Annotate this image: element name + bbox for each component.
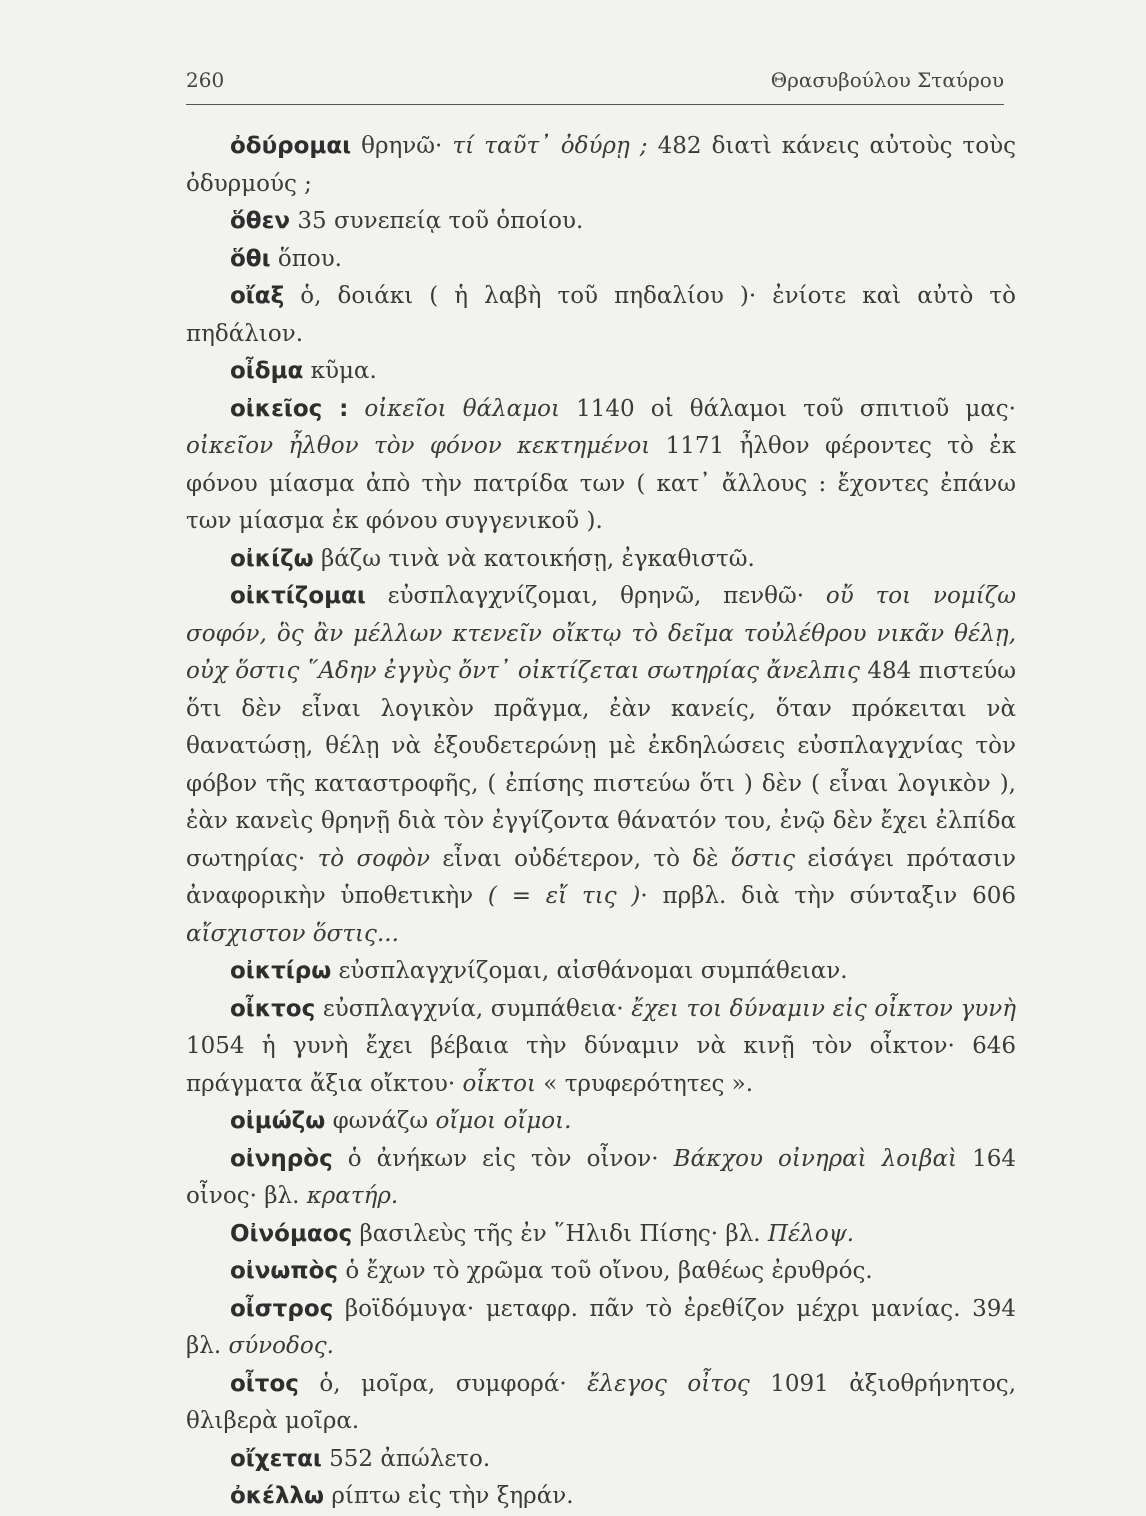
entry-quote: Βάκχου οἰνηραὶ λοιβαὶ (673, 1145, 958, 1172)
entry-gloss: 484 πιστεύω ὅτι δὲν εἶναι λογικὸν πρᾶγμα, ἐὰν κανείς, ὅταν πρόκειται νὰ θανατώσῃ, θέλῃ νὰ ἐξουδετερώνῃ μὲ ἐκδηλώσεις εὐσπλαγχνίας τὸν φόβον τῆς καταστροφῆς, ( ἐπίσης πιστεύω ὅτι ) δὲν ( εἶναι λογικὸν ), ἐὰν κανεὶς θρηνῇ διὰ τὸν ἐγγίζοντα θάνατόν του, ἐνῷ δὲν ἔχει ἐλπίδα σωτηρίας· (186, 658, 1016, 872)
entry-quote: ( = εἴ τις ) (487, 883, 641, 909)
entry-quote: Πέλοψ. (767, 1220, 855, 1247)
entry-gloss: 1054 ἡ γυνὴ ἔχει βέβαια τὴν δύναμιν νὰ κινῇ τὸν οἶκτον· 646 πράγματα ἄξια οἴκτου· (186, 1033, 1016, 1097)
entry-gloss: εἶναι οὐδέτερον, τὸ δὲ (429, 845, 731, 872)
glossary-entry (186, 991, 1016, 1104)
entry-headword: οἶτος (230, 1370, 299, 1397)
glossary-entry (186, 541, 1016, 579)
entry-gloss: θρηνῶ· (351, 133, 453, 159)
glossary-entry (186, 241, 1016, 279)
entry-gloss: 1091 ἀξιοθρήνητος, θλιβερὰ μοῖρα. (186, 1370, 1016, 1434)
entry-headword: οἰκεῖος : (230, 395, 349, 422)
header-rule (186, 104, 1004, 105)
entry-quote: οἰκεῖοι θάλαμοι (348, 395, 561, 422)
entry-gloss: · πρβλ. διὰ τὴν σύνταξιν 606 (640, 883, 1016, 909)
entry-gloss: 482 διατὶ κάνεις αὐτοὺς τοὺς ὀδυρμούς ; (186, 133, 1016, 197)
glossary-entry (186, 1291, 1016, 1366)
entry-headword: οἰμώζω (230, 1108, 326, 1134)
entry-gloss: εὐσπλαγχνίζομαι, θρηνῶ, πενθῶ· (365, 583, 826, 609)
entry-gloss: 552 ἀπώλετο. (321, 1445, 491, 1472)
entry-gloss: ὁ, δοιάκι ( ἡ λαβὴ τοῦ πηδαλίου )· ἐνίοτε καὶ αὐτὸ τὸ πηδάλιον. (186, 283, 1016, 347)
entry-headword: ὀκέλλω (230, 1483, 325, 1509)
glossary-entry (186, 1216, 1016, 1254)
glossary-entry (186, 1478, 1016, 1516)
entry-headword: οἰνωπὸς (230, 1258, 339, 1284)
entry-headword: οἶκτος (230, 995, 316, 1022)
entry-headword: ὀδύρομαι (230, 133, 352, 159)
running-head: Θρασυβούλου Σταύρου (770, 68, 1004, 92)
entry-headword: οἴχεται (230, 1445, 322, 1472)
entry-quote: οἶκτοι (462, 1070, 536, 1097)
entry-quote: οἰκεῖον ἦλθον τὸν φόνον κεκτημένοι (186, 433, 651, 459)
entry-gloss: εὐσπλαγχνία, συμπάθεια· (315, 995, 632, 1022)
entry-gloss: βάζω τινὰ νὰ κατοικήσῃ, ἐγκαθιστῶ. (313, 545, 755, 572)
entry-gloss: 1140 οἱ θάλαμοι τοῦ σπιτιοῦ μας· (560, 395, 1016, 422)
glossary-entry (186, 203, 1016, 241)
glossary-entry (186, 953, 1016, 991)
entry-quote: ἔχει τοι δύναμιν εἰς οἶκτον γυνὴ (631, 995, 1016, 1022)
entry-headword: οἰκτίζομαι (230, 583, 366, 609)
entry-gloss: 35 συνεπείᾳ τοῦ ὁποίου. (290, 208, 584, 234)
entry-quote: σύνοδος. (228, 1333, 334, 1359)
glossary-entry (186, 578, 1016, 953)
entry-headword: οἰνηρὸς (230, 1145, 333, 1172)
entry-gloss: ὁ ἀνήκων εἰς τὸν οἶνον· (332, 1145, 674, 1172)
entry-headword: Οἰνόμαος (230, 1220, 353, 1247)
glossary-entry (186, 1253, 1016, 1291)
entry-gloss: βοϊδόμυγα· μεταφρ. πᾶν τὸ ἐρεθίζον μέχρι μανίας. 394 βλ. (186, 1295, 1016, 1359)
glossary-entry (186, 391, 1016, 541)
entry-gloss: εὐσπλαγχνίζομαι, αἰσθάνομαι συμπάθειαν. (331, 958, 848, 984)
entry-gloss: κῦμα. (303, 358, 377, 384)
entry-gloss: ὅπου. (270, 245, 342, 272)
entry-gloss: « τρυφερότητες ». (536, 1070, 754, 1097)
glossary-entry (186, 128, 1016, 203)
entry-headword: οἴαξ (230, 283, 285, 309)
entry-gloss: ρίπτω εἰς τὴν ξηράν. (324, 1483, 574, 1509)
glossary-body (186, 128, 1016, 1516)
glossary-entry (186, 1366, 1016, 1441)
entry-quote: ὅστις (730, 845, 795, 872)
entry-gloss: βασιλεὺς τῆς ἐν ῞Ηλιδι Πίσης· βλ. (352, 1220, 768, 1247)
glossary-entry (186, 1441, 1016, 1479)
entry-quote: οὔ τοι νομίζω σοφόν, ὃς ἂν μέλλων κτενεῖν οἴκτῳ τὸ δεῖμα τοὐλέθρου νικᾶν θέλῃ, οὐχ ὅστις ῞Αδην ἐγγὺς ὄντ᾿ οἰκτίζεται σωτηρίας ἄνελπις (186, 583, 1016, 684)
page-header (186, 68, 1004, 98)
glossary-entry (186, 278, 1016, 353)
entry-headword: ὅθεν (230, 208, 291, 234)
glossary-entry (186, 1141, 1016, 1216)
entry-gloss: ὁ, μοῖρα, συμφορά· (298, 1370, 588, 1397)
entry-gloss: 164 οἶνος· βλ. (186, 1145, 1016, 1209)
entry-quote: αἴσχιστον ὅστις... (186, 920, 399, 947)
entry-headword: οἶδμα (230, 358, 304, 384)
entry-quote: οἴμοι οἴμοι. (435, 1108, 572, 1134)
entry-headword: ὅθι (230, 245, 271, 272)
entry-gloss: 1171 ἦλθον φέροντες τὸ ἐκ φόνου μίασμα ἀπὸ τὴν πατρίδα των ( κατ᾿ ἄλλους : ἔχοντες ἐπάνω των μίασμα ἐκ φόνου συγγενικοῦ ). (186, 433, 1016, 534)
entry-quote: τὸ σοφὸν (317, 845, 430, 872)
glossary-entry (186, 1103, 1016, 1141)
entry-quote: τί ταῦτ᾿ ὀδύρῃ ; (452, 133, 648, 159)
glossary-entry (186, 353, 1016, 391)
entry-quote: ἔλεγος οἶτος (587, 1370, 750, 1397)
page-number: 260 (186, 68, 225, 92)
entry-gloss: ὁ ἔχων τὸ χρῶμα τοῦ οἴνου, βαθέως ἐρυθρός. (338, 1258, 873, 1284)
entry-headword: οἶστρος (230, 1295, 334, 1322)
entry-headword: οἰκίζω (230, 545, 314, 572)
entry-quote: κρατήρ. (306, 1183, 399, 1209)
entry-gloss: εἰσάγει πρότασιν ἀναφορικὴν ὑποθετικὴν (186, 845, 1016, 909)
entry-headword: οἰκτίρω (230, 958, 332, 984)
entry-gloss: φωνάζω (325, 1108, 436, 1134)
